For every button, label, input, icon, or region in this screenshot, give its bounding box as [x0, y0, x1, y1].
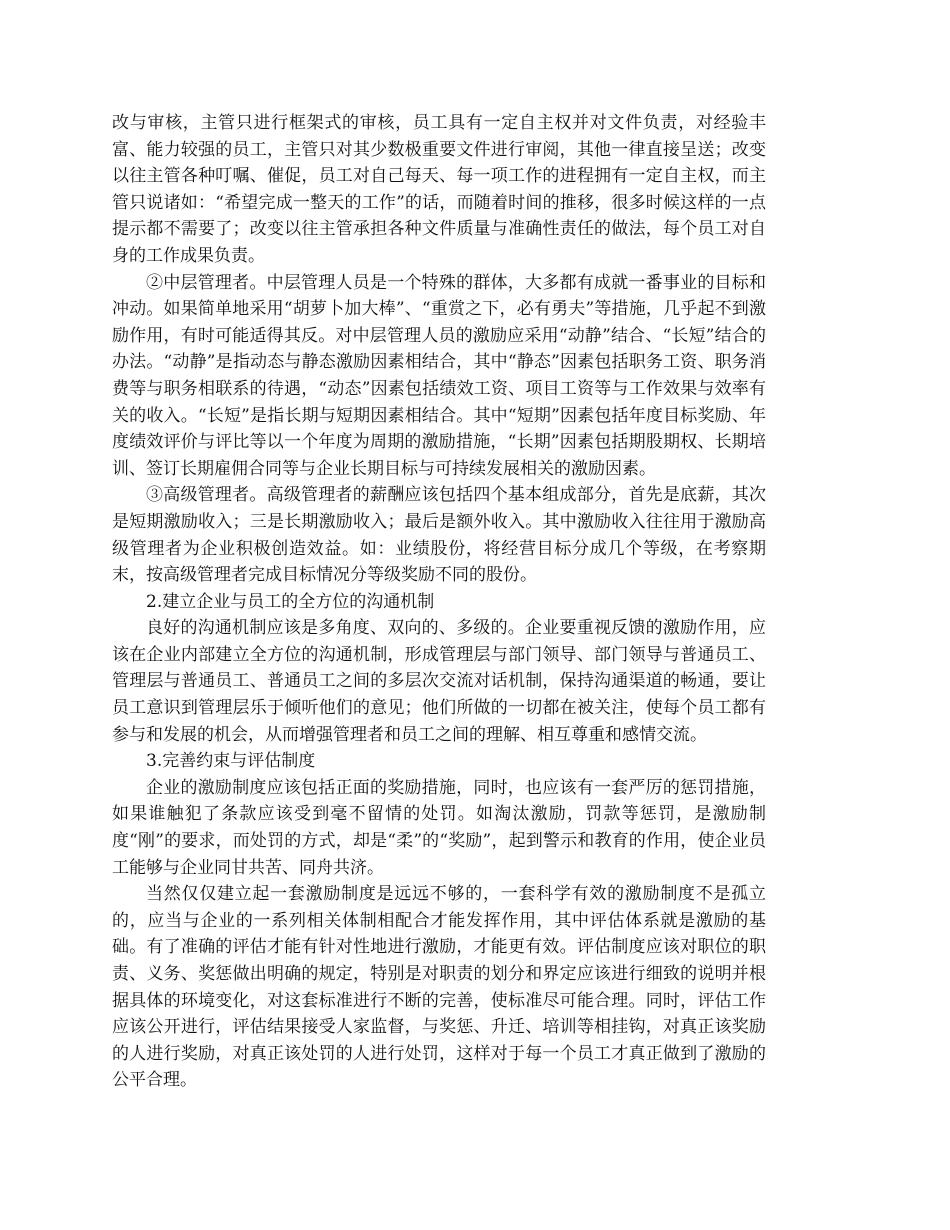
paragraph-4: 良好的沟通机制应该是多角度、双向的、多级的。企业要重视反馈的激励作用，应该在企业内部建立全方位的沟通机制，形成管理层与部门领导、部门领导与普通员工、管理层与普通员工、普通员工之间的多层次交流对话机制，保持沟通渠道的畅通，要让员工意识到管理层乐于倾听他们的意见；他们所做的一切都在被关注，使每个员工都有参与和发展的机会，从而增强管理者和员工之间的理解、相互尊重和感情交流。	[112, 618, 766, 745]
document-page	[112, 110, 766, 1094]
section-heading-2: 2.建立企业与员工的全方位的沟通机制	[146, 591, 435, 612]
paragraph-5: 企业的激励制度应该包括正面的奖励措施，同时，也应该有一套严厉的惩罚措施，如果谁触犯了条款应该受到毫不留情的处罚。如淘汰激励，罚款等惩罚，是激励制度“刚”的要求，而处罚的方式，却是“柔”的“奖励”，起到警示和教育的作用，使企业员工能够与企业同甘共苦、同舟共济。	[112, 777, 766, 878]
paragraph-1: 改与审核，主管只进行框架式的审核，员工具有一定自主权并对文件负责，对经验丰富、能力较强的员工，主管只对其少数极重要文件进行审阅，其他一律直接呈送；改变以往主管各种叮嘱、催促，员工对自己每天、每一项工作的进程拥有一定自主权，而主管只说诸如：“希望完成一整天的工作”的话，而随着时间的推移，很多时候这样的一点提示都不需要了；改变以往主管承担各种文件质量与准确性责任的做法，每个员工对自身的工作成果负责。	[112, 113, 766, 266]
paragraph-3: ③高级管理者。高级管理者的薪酬应该包括四个基本组成部分，首先是底薪，其次是短期激励收入；三是长期激励收入；最后是额外收入。其中激励收入往往用于激励高级管理者为企业积极创造效益。如：业绩股份，将经营目标分成几个等级，在考察期末，按高级管理者完成目标情况分等级奖励不同的股份。	[112, 485, 766, 586]
section-heading-3: 3.完善约束与评估制度	[146, 751, 316, 772]
paragraph-6: 当然仅仅建立起一套激励制度是远远不够的，一套科学有效的激励制度不是孤立的，应当与企业的一系列相关体制相配合才能发挥作用，其中评估体系就是激励的基础。有了准确的评估才能有针对性地进行激励，才能更有效。评估制度应该对职位的职责、义务、奖惩做出明确的规定，特别是对职责的划分和界定应该进行细致的说明并根据具体的环境变化，对这套标准进行不断的完善，使标准尽可能合理。同时，评估工作应该公开进行，评估结果接受人家监督，与奖惩、升迁、培训等相挂钩，对真正该奖励的人进行奖励，对真正该处罚的人进行处罚，这样对于每一个员工才真正做到了激励的公平合理。	[112, 884, 766, 1091]
paragraph-2: ②中层管理者。中层管理人员是一个特殊的群体，大多都有成就一番事业的目标和冲动。如果简单地采用“胡萝卜加大棒”、“重赏之下，必有勇夫”等措施，几乎起不到激励作用，有时可能适得其反。对中层管理人员的激励应采用“动静”结合、“长短”结合的办法。“动静”是指动态与静态激励因素相结合，其中“静态”因素包括职务工资、职务消费等与职务相联系的待遇，“动态”因素包括绩效工资、项目工资等与工作效果与效率有关的收入。“长短”是指长期与短期因素相结合。其中“短期”因素包括年度目标奖励、年度绩效评价与评比等以一个年度为周期的激励措施，“长期”因素包括期股期权、长期培训、签订长期雇佣合同等与企业长期目标与可持续发展相关的激励因素。	[112, 272, 766, 479]
